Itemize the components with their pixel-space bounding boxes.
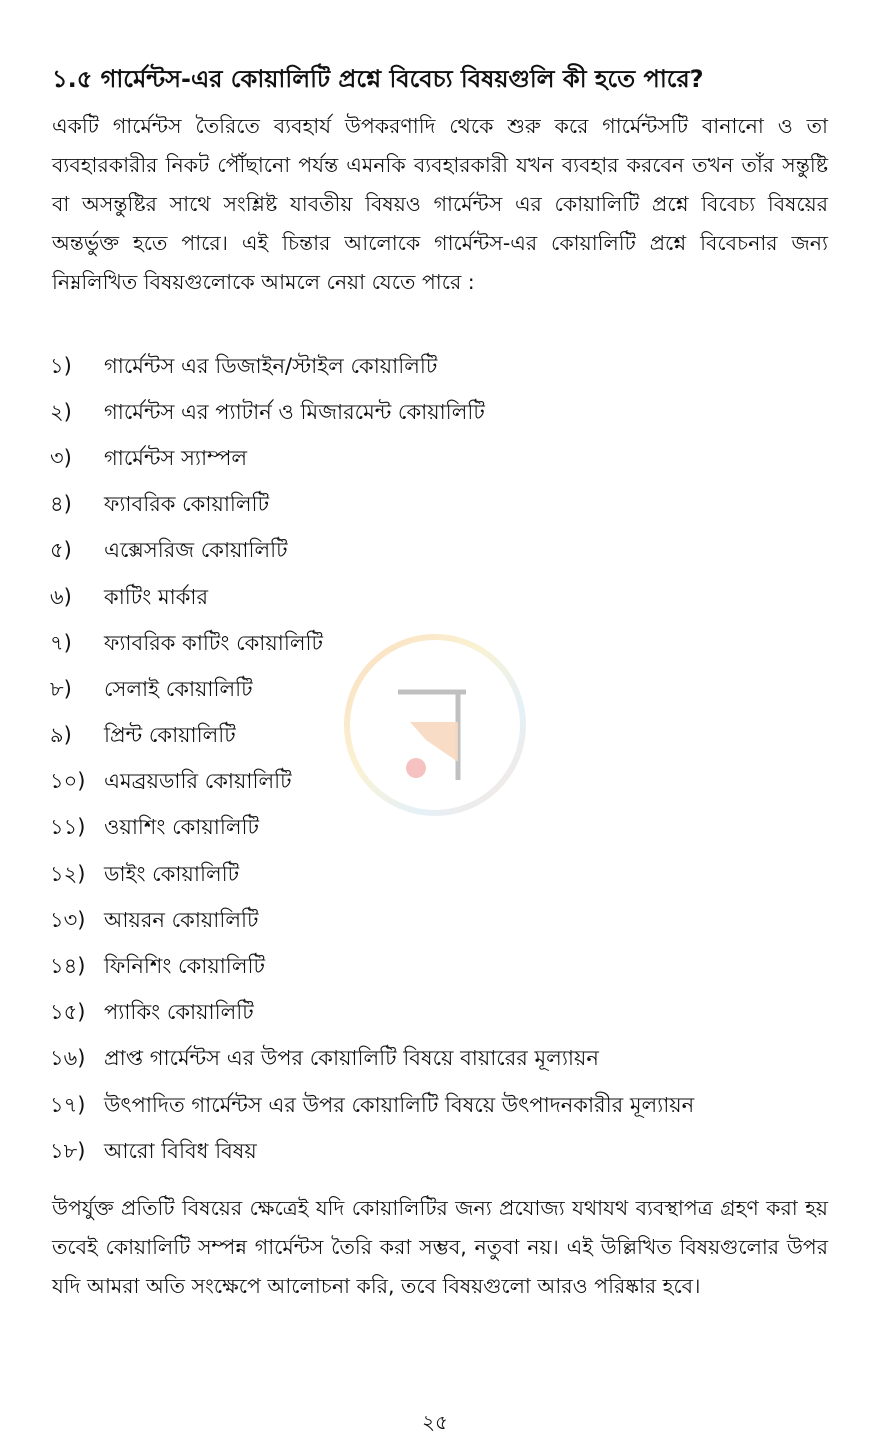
list-item [50,852,830,898]
list-item-text: প্রিন্ট কোয়ালিটি [104,723,236,748]
list-item [50,760,830,806]
list-item-number: ৮) [50,676,72,701]
list-item-number: ১৮) [50,1138,86,1163]
list-item-number: ২) [50,399,72,424]
list-item [50,714,830,760]
list-item-number: ১৫) [50,1000,86,1025]
list-item-text: ফ্যাবরিক কাটিং কোয়ালিটি [104,630,323,655]
list-item-text: এমব্রয়ডারি কোয়ালিটি [104,769,292,794]
list-item-number: ১) [50,353,72,378]
list-item-number: ১০) [50,769,86,794]
list-item-text: গার্মেন্টস এর ডিজাইন/স্টাইল কোয়ালিটি [104,353,438,378]
list-item [50,390,830,436]
list-item-text: কাটিং মার্কার [104,584,209,609]
list-item-text: এক্সেসরিজ কোয়ালিটি [104,538,288,563]
list-item-text: গার্মেন্টস এর প্যাটার্ন ও মিজারমেন্ট কোয়ালিটি [104,399,485,424]
list-item-text: ফ্যাবরিক কোয়ালিটি [104,492,270,517]
list-item [50,1037,830,1083]
list-item-text: উৎপাদিত গার্মেন্টস এর উপর কোয়ালিটি বিষয়ে উৎপাদনকারীর মূল্যায়ন [104,1092,695,1117]
list-item-number: ৬) [50,584,72,609]
list-item [50,898,830,944]
list-item [50,529,830,575]
list-item-text: ওয়াশিং কোয়ালিটি [104,815,259,840]
list-item-number: ১২) [50,861,86,886]
considerations-list [50,344,830,1175]
list-item-text: প্যাকিং কোয়ালিটি [104,1000,254,1025]
list-item-number: ১৩) [50,907,86,932]
list-item [50,806,830,852]
list-item-text: ফিনিশিং কোয়ালিটি [104,954,265,979]
page-number: ২৫ [422,1410,448,1434]
intro-paragraph: একটি গার্মেন্টস তৈরিতে ব্যবহার্য উপকরণাদি থেকে শুরু করে গার্মেন্টসটি বানানো ও তা ব্যবহারকারীর নিকট পৌঁছানো পর্যন্ত এমনকি ব্যবহারকারী যখন ব্যবহার করবেন তখন তাঁর সন্তুষ্টি বা অসন্তুষ্টির সাথে সংশ্লিষ্ট যাবতীয় বিষয়ও গার্মেন্টস এর কোয়ালিটি প্রশ্নে বিবেচ্য বিষয়ের অন্তর্ভুক্ত হতে পারে। এই চিন্তার আলোকে গার্মেন্টস-এর কোয়ালিটি প্রশ্নে বিবেচনার জন্য নিম্নলিখিত বিষয়গুলোকে আমলে নেয়া যেতে পারে : [52,114,828,294]
list-item-number: ১৬) [50,1046,86,1071]
list-item [50,483,830,529]
list-item-number: ৫) [50,538,72,563]
list-item [50,1083,830,1129]
list-item [50,944,830,990]
list-item-number: ৭) [50,630,72,655]
list-item-number: ১৭) [50,1092,86,1117]
list-item-number: ১৪) [50,954,86,979]
list-item [50,667,830,713]
list-item-number: ১১) [50,815,86,840]
section-heading: ১.৫ গার্মেন্টস-এর কোয়ালিটি প্রশ্নে বিবেচ্য বিষয়গুলি কী হতে পারে? [52,65,704,93]
list-item-text: প্রাপ্ত গার্মেন্টস এর উপর কোয়ালিটি বিষয়ে বায়ারের মূল্যায়ন [104,1046,599,1071]
conclusion-paragraph: উপর্যুক্ত প্রতিটি বিষয়ের ক্ষেত্রেই যদি কোয়ালিটির জন্য প্রযোজ্য যথাযথ ব্যবস্থাপত্র গ্রহণ করা হয় তবেই কোয়ালিটি সম্পন্ন গার্মেন্টস তৈরি করা সম্ভব, নতুবা নয়। এই উল্লিখিত বিষয়গুলোর উপর যদি আমরা অতি সংক্ষেপে আলোচনা করি, তবে বিষয়গুলো আরও পরিষ্কার হবে। [52,1196,828,1298]
list-item [50,991,830,1037]
list-item [50,621,830,667]
list-item-number: ৯) [50,723,72,748]
list-item-text: ডাইং কোয়ালিটি [104,861,240,886]
list-item [50,436,830,482]
list-item-text: আয়রন কোয়ালিটি [104,907,259,932]
list-item-text: সেলাই কোয়ালিটি [104,676,253,701]
list-item [50,1129,830,1175]
list-item [50,344,830,390]
list-item-number: ৩) [50,445,72,470]
list-item-text: আরো বিবিধ বিষয় [104,1138,257,1163]
list-item-number: ৪) [50,492,72,517]
list-item [50,575,830,621]
list-item-text: গার্মেন্টস স্যাম্পল [104,445,248,470]
